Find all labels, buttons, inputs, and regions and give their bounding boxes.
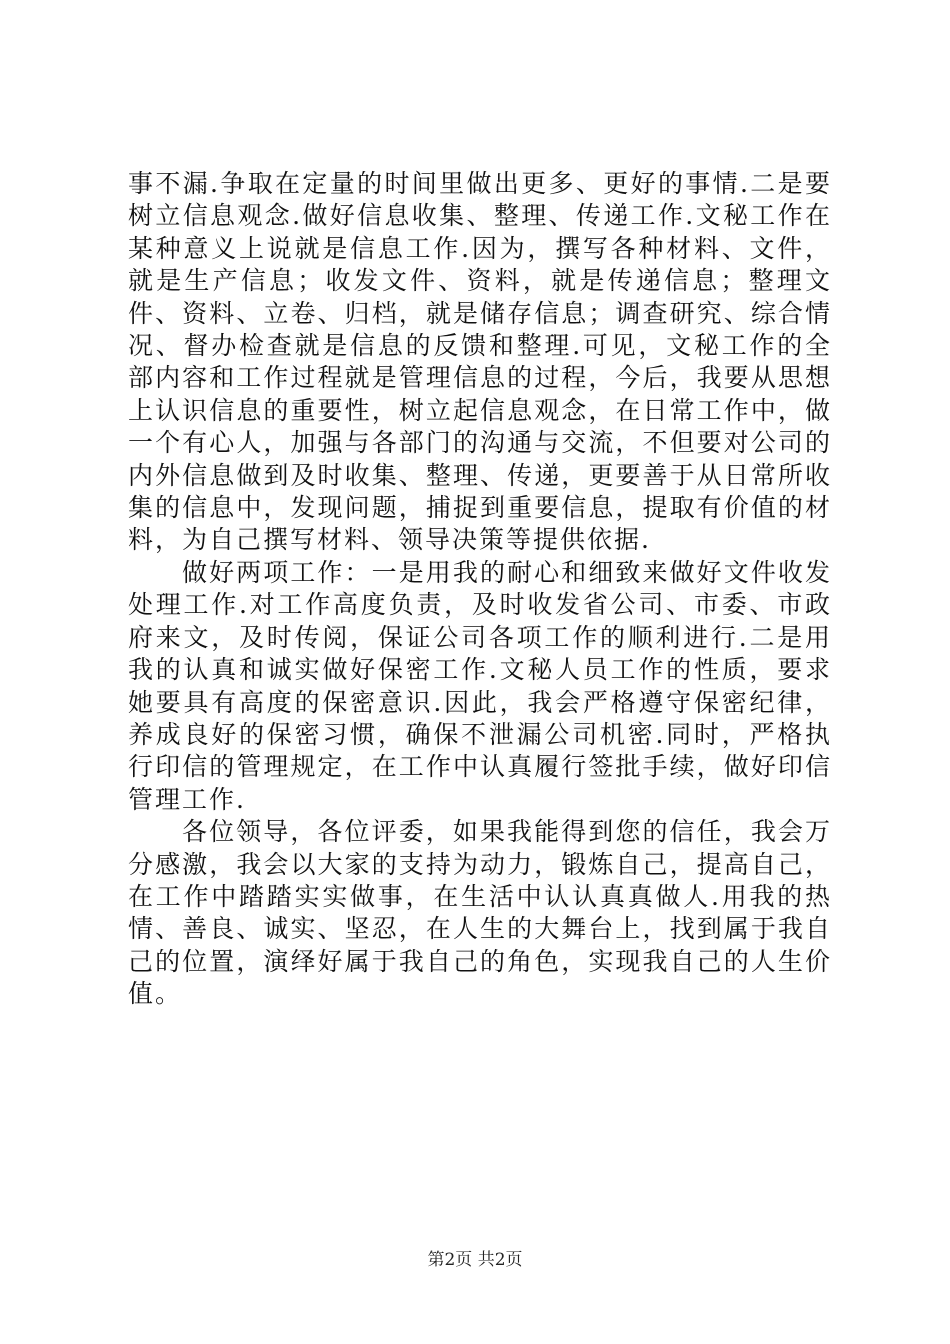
page-footer: 第2页 共2页 — [427, 1250, 523, 1270]
paragraph-closing: 各位领导，各位评委，如果我能得到您的信任，我会万分感激，我会以大家的支持为动力，锻炼自己，提高自己，在工作中踏踏实实做事，在生活中认认真真做人.用我的热情、善良、诚实、坚忍，在人生的大舞台上，找到属于我自己的位置，演绎好属于我自己的角色，实现我自己的人生价值。 — [128, 817, 832, 1009]
document-body — [128, 168, 832, 1011]
paragraph-continuation: 事不漏.争取在定量的时间里做出更多、更好的事情.二是要树立信息观念.做好信息收集、整理、传递工作.文秘工作在某种意义上说就是信息工作.因为，撰写各种材料、文件，就是生产信息；收发文件、资料，就是传递信息；整理文件、资料、立卷、归档，就是储存信息；调查研究、综合情况、督办检查就是信息的反馈和整理.可见，文秘工作的全部内容和工作过程就是管理信息的过程，今后，我要从思想上认识信息的重要性，树立起信息观念，在日常工作中，做一个有心人，加强与各部门的沟通与交流，不但要对公司的内外信息做到及时收集、整理、传递，更要善于从日常所收集的信息中，发现问题，捕捉到重要信息，提取有价值的材料，为自己撰写材料、领导决策等提供依据. — [128, 169, 832, 555]
paragraph-two-tasks: 做好两项工作：一是用我的耐心和细致来做好文件收发处理工作.对工作高度负责，及时收发省公司、市委、市政府来文，及时传阅，保证公司各项工作的顺利进行.二是用我的认真和诚实做好保密工作.文秘人员工作的性质，要求她要具有高度的保密意识.因此，我会严格遵守保密纪律，养成良好的保密习惯，确保不泄漏公司机密.同时，严格执行印信的管理规定，在工作中认真履行签批手续，做好印信管理工作. — [128, 557, 832, 814]
